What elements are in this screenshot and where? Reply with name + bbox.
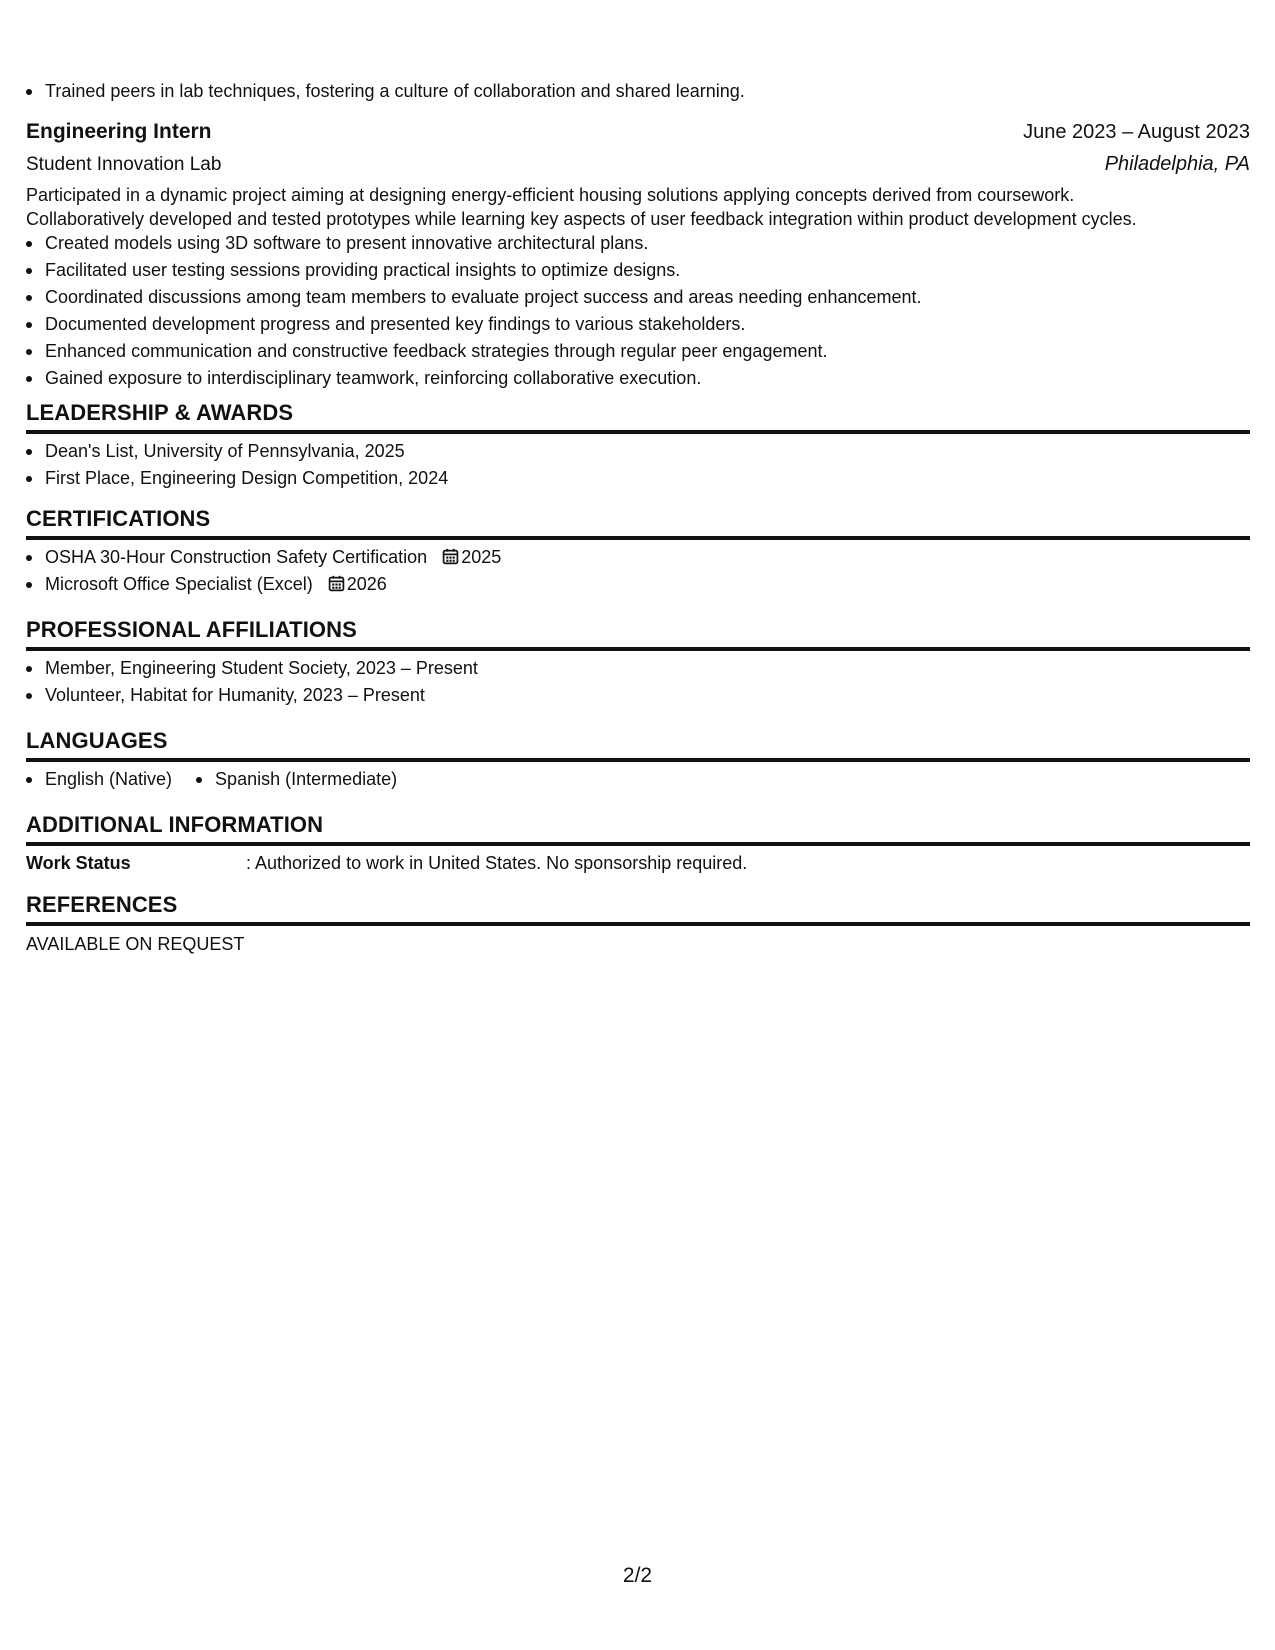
- list-item: First Place, Engineering Design Competition, 2024: [26, 465, 1250, 492]
- references-text: AVAILABLE ON REQUEST: [26, 934, 245, 954]
- certification-year: 2025: [461, 547, 502, 567]
- list-item: Documented development progress and presented key findings to various stakeholders.: [26, 311, 1250, 338]
- list-item: [26, 544, 1250, 571]
- section-heading: REFERENCES: [26, 890, 1250, 926]
- list-item: English (Native): [26, 766, 172, 793]
- page-number: 2/2: [622, 1564, 653, 1587]
- languages-section: [26, 726, 1250, 793]
- section-heading: CERTIFICATIONS: [26, 504, 1250, 540]
- certification-year: 2026: [346, 574, 387, 594]
- job-entry: [26, 116, 1250, 392]
- list-item: Enhanced communication and constructive feedback strategies through regular peer engagement.: [26, 338, 1250, 365]
- list-item: Coordinated discussions among team members to evaluate project success and areas needing enhancement.: [26, 284, 1250, 311]
- job-location: Philadelphia, PA: [1104, 153, 1250, 175]
- certification-name: Microsoft Office Specialist (Excel): [45, 574, 313, 594]
- list-item: Volunteer, Habitat for Humanity, 2023 – Present: [26, 682, 1250, 709]
- section-heading: LANGUAGES: [26, 726, 1250, 762]
- references-section: [26, 890, 1250, 958]
- certifications-section: [26, 504, 1250, 598]
- leadership-list: [26, 438, 1250, 492]
- list-item: Gained exposure to interdisciplinary teamwork, reinforcing collaborative execution.: [26, 365, 1250, 392]
- languages-list: [26, 766, 1250, 793]
- info-row: [26, 850, 1250, 876]
- section-heading: PROFESSIONAL AFFILIATIONS: [26, 615, 1250, 651]
- section-heading: LEADERSHIP & AWARDS: [26, 398, 1250, 434]
- list-item: Dean's List, University of Pennsylvania, 2025: [26, 438, 1250, 465]
- calendar-icon: [328, 575, 345, 592]
- job-bullets: [26, 230, 1250, 392]
- calendar-icon: [442, 548, 459, 565]
- info-key: Work Status: [26, 853, 131, 873]
- section-heading: ADDITIONAL INFORMATION: [26, 810, 1250, 846]
- description-line: Collaboratively developed and tested prototypes while learning key aspects of user feedback integration within product development cycles.: [26, 209, 1137, 229]
- job-description: [26, 183, 1250, 231]
- job-dates: June 2023 – August 2023: [1023, 121, 1250, 143]
- list-item: Created models using 3D software to present innovative architectural plans.: [26, 230, 1250, 257]
- affiliations-list: [26, 655, 1250, 709]
- affiliations-section: [26, 615, 1250, 709]
- list-item: Spanish (Intermediate): [196, 766, 397, 793]
- certifications-list: [26, 544, 1250, 598]
- list-item: [26, 571, 1250, 598]
- previous-job-bullets: [26, 78, 1250, 105]
- list-item: Trained peers in lab techniques, fostering a culture of collaboration and shared learning.: [26, 78, 1250, 105]
- description-line: Participated in a dynamic project aiming at designing energy-efficient housing solutions applying concepts derived from coursework.: [26, 185, 1075, 205]
- job-title: Engineering Intern: [26, 120, 212, 143]
- certification-name: OSHA 30-Hour Construction Safety Certification: [45, 547, 428, 567]
- list-item: Facilitated user testing sessions providing practical insights to optimize designs.: [26, 257, 1250, 284]
- additional-info-section: [26, 810, 1250, 876]
- job-organization: Student Innovation Lab: [26, 154, 222, 175]
- leadership-section: [26, 398, 1250, 492]
- list-item: Member, Engineering Student Society, 2023 – Present: [26, 655, 1250, 682]
- info-value: : Authorized to work in United States. No sponsorship required.: [246, 853, 748, 873]
